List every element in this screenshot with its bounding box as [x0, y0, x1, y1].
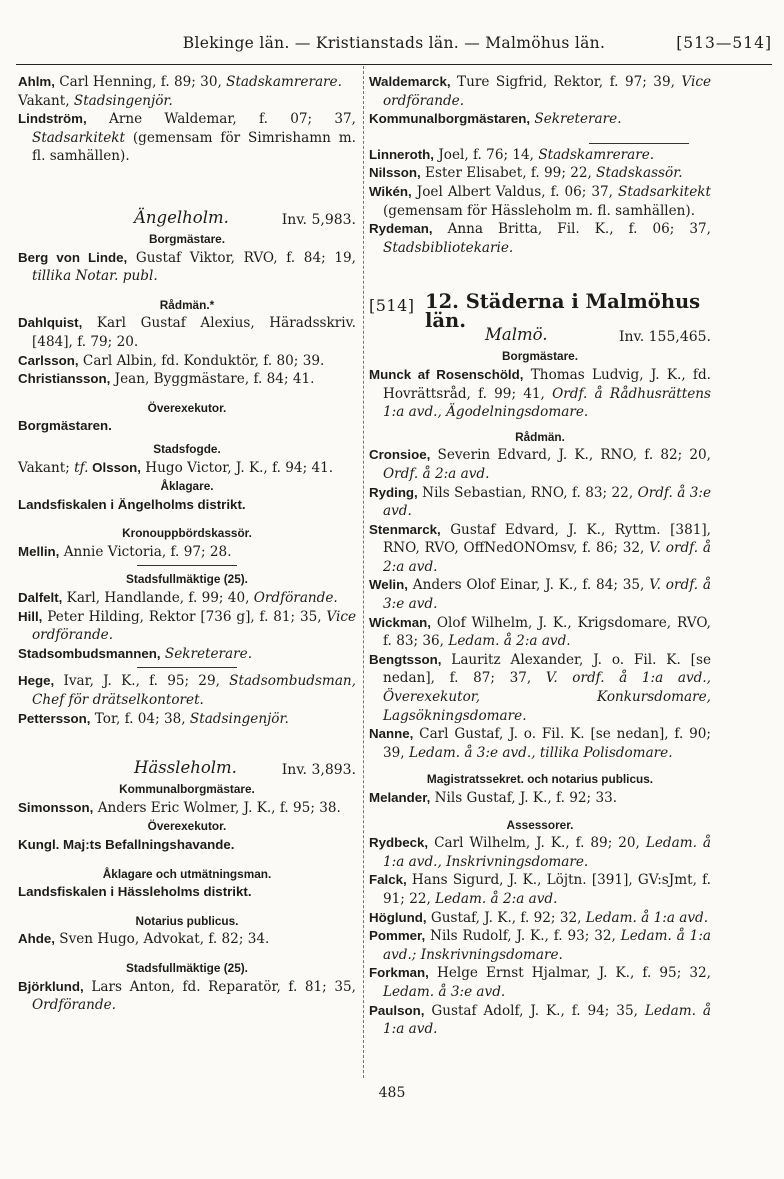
entry-munck: Munck af Rosenschöld, Thomas Ludvig, J. K., fd. Hovrättsråd, f. 99; 41, Ordf. å Rådhusrättens 1:a avd., Ägodelningsdomare.	[369, 366, 711, 421]
section-heading: Stadsfullmäktige (25).	[126, 572, 248, 587]
entry-falck: Falck, Hans Sigurd, J. K., Löjtn. [391], GV:sJmt, f. 91; 22, Ledam. å 2:a avd.	[369, 872, 711, 907]
entry-name: Hill,	[18, 608, 43, 624]
entry-name: Stadsombudsmannen,	[18, 645, 161, 661]
header-page-ref: [513—514]	[676, 34, 772, 52]
entry-dalfelt: Dalfelt, Karl, Handlande, f. 99; 40, Ordförande.	[18, 590, 338, 607]
city-name: Ängelholm.	[134, 207, 229, 227]
entry-linneroth: Linneroth, Joel, f. 76; 14, Stadskamrerare.	[369, 146, 655, 163]
section-title-text: 12. Städerna i Malmöhus län.	[425, 290, 701, 332]
section-heading: Rådmän.	[515, 429, 565, 444]
entry-berg: Berg von Linde, Gustaf Viktor, RVO, f. 84; 19, tillika Notar. publ.	[18, 249, 356, 285]
city-angelholm	[18, 208, 356, 230]
entry-stenmarck: Stenmarck, Gustaf Edvard, J. K., Ryttm. [381], RNO, RVO, OffNedONOmsv, f. 86; 32, V. ordf. å 2:a avd.	[369, 521, 711, 575]
entry-name: Rydeman,	[369, 221, 433, 237]
entry-name: Ryding,	[369, 484, 418, 500]
city-inventory: Inv. 5,983.	[281, 211, 356, 228]
entry-name: Dalfelt,	[18, 590, 63, 606]
entry-bengtsson: Bengtsson, Lauritz Alexander, J. o. Fil. K. [se nedan], f. 87; 37, V. ordf. å 1:a avd., Överexekutor, Konkursdomare, Lagsökningsdomare.	[369, 651, 711, 724]
entry-hege: Hege, Ivar, J. K., f. 95; 29, Stadsombudsman, Chef för drätselkontoret.	[18, 673, 356, 709]
entry-waldemarck: Waldemarck, Ture Sigfrid, Rektor, f. 97; 39, Vice ordförande.	[369, 74, 711, 109]
entry-name: Nilsson,	[369, 165, 421, 181]
entry-pommer: Pommer, Nils Rudolf, J. K., f. 93; 32, Ledam. å 1:a avd.; Inskrivningsdomare.	[369, 928, 711, 963]
entry-cronsioe: Cronsioe, Severin Edvard, J. K., RNO, f. 82; 20, Ordf. å 2:a avd.	[369, 447, 711, 482]
city-name: Malmö.	[485, 325, 548, 345]
entry-welin: Welin, Anders Olof Einar, J. K., f. 84; 35, V. ordf. å 3:e avd.	[369, 577, 711, 613]
section-heading: Åklagare.	[160, 479, 214, 494]
page-number: 485	[378, 1085, 406, 1101]
entry-name: Höglund,	[369, 909, 427, 925]
entry-name: Björklund,	[18, 978, 84, 994]
entry-vakant: Vakant, Stadsingenjör.	[18, 92, 173, 109]
entry-name: Wikén,	[369, 183, 412, 199]
entry-wiken: Wikén, Joel Albert Valdus, f. 06; 37, Stadsarkitekt (gemensam för Hässleholm m. fl. samhällen).	[369, 183, 711, 219]
entry-name: Kommunalborgmästaren,	[369, 111, 531, 127]
section-title	[369, 290, 711, 332]
section-heading: Stadsfullmäktige (25).	[126, 960, 248, 975]
city-name: Hässleholm.	[134, 758, 237, 778]
entry-dahlquist: Dahlquist, Karl Gustaf Alexius, Häradsskriv. [484], f. 79; 20.	[18, 315, 356, 350]
entry-ahde: Ahde, Sven Hugo, Advokat, f. 82; 34.	[18, 931, 270, 948]
section-heading: Borgmästare.	[148, 231, 226, 246]
entry-olsson: Vakant; tf. Olsson, Hugo Victor, J. K., f. 94; 41.	[18, 459, 334, 476]
entry-nilsson: Nilsson, Ester Elisabet, f. 99; 22, Stadskassör.	[369, 165, 683, 182]
entry-name: Munck af Rosenschöld,	[369, 366, 524, 382]
entry-nanne: Nanne, Carl Gustaf, J. o. Fil. K. [se nedan], f. 90; 39, Ledam. å 3:e avd., tillika Polisdomare.	[369, 726, 711, 761]
entry-ahlm: Ahlm, Carl Henning, f. 89; 30, Stadskamrerare.	[18, 74, 342, 90]
section-heading: Kronouppbördskassör.	[122, 526, 252, 541]
section-heading: Magistratssekret. och notarius publicus.	[426, 772, 654, 787]
section-heading: Kommunalborgmästare.	[119, 782, 255, 797]
left-column	[18, 73, 356, 1015]
entry-ryding: Ryding, Nils Sebastian, RNO, f. 83; 22, Ordf. å 3:e avd.	[369, 484, 712, 520]
entry-kommunalborgmastaren: Kommunalborgmästaren, Sekreterare.	[369, 111, 622, 128]
entry-mellin: Mellin, Annie Victoria, f. 97; 28.	[18, 543, 232, 560]
city-malmo	[369, 325, 711, 347]
entry-name: Paulson,	[369, 1002, 425, 1018]
section-heading: Åklagare och utmätningsman.	[102, 866, 272, 881]
entry-kungl: Kungl. Maj:ts Befallningshavande.	[18, 837, 235, 852]
entry-pettersson: Pettersson, Tor, f. 04; 38, Stadsingenjör.	[18, 710, 289, 727]
entry-name: Nanne,	[369, 726, 414, 742]
header-rule	[16, 64, 772, 65]
entry-name: Dahlquist,	[18, 315, 83, 331]
section-heading: Överexekutor.	[147, 400, 227, 415]
city-hassleholm	[18, 758, 356, 780]
entry-stadsombudsmannen: Stadsombudsmannen, Sekreterare.	[18, 645, 253, 662]
entry-name: Rydbeck,	[369, 835, 429, 851]
entry-name: Cronsioe,	[369, 447, 431, 463]
entry-borgmastaren: Borgmästaren.	[18, 418, 112, 434]
entry-name: Ahlm,	[18, 74, 55, 89]
entry-hoglund: Höglund, Gustaf, J. K., f. 92; 32, Ledam. å 1:a avd.	[369, 909, 709, 926]
entry-lindstrom: Lindström, Arne Waldemar, f. 07; 37, Stadsarkitekt (gemensam för Simrishamn m. fl. samhällen).	[18, 111, 356, 165]
entry-name: Forkman,	[369, 965, 429, 981]
entry-paulson: Paulson, Gustaf Adolf, J. K., f. 94; 35, Ledam. å 1:a avd.	[369, 1002, 712, 1038]
running-header	[16, 34, 772, 58]
entry-name: Linneroth,	[369, 146, 434, 162]
entry-name: Simonsson,	[18, 799, 94, 815]
entry-christiansson: Christiansson, Jean, Byggmästare, f. 84; 41.	[18, 371, 315, 388]
entry-carlsson: Carlsson, Carl Albin, fd. Konduktör, f. 80; 39.	[18, 352, 325, 369]
entry-rydeman: Rydeman, Anna Britta, Fil. K., f. 06; 37, Stadsbibliotekarie.	[369, 221, 711, 256]
entry-landsfiskalen: Landsfiskalen i Ängelholms distrikt.	[18, 496, 246, 512]
section-heading: Stadsfogde.	[153, 441, 221, 456]
section-heading: Rådmän.*	[159, 297, 215, 312]
separator-line	[589, 143, 689, 144]
entry-name: Berg von Linde,	[18, 249, 128, 265]
entry-name: Mellin,	[18, 543, 60, 559]
entry-name: Lindström,	[18, 111, 87, 127]
entry-landsfiskalen-hassleholm: Landsfiskalen i Hässleholms distrikt.	[18, 884, 252, 900]
entry-name: Pommer,	[369, 928, 426, 944]
city-inventory: Inv. 3,893.	[281, 762, 356, 779]
entry-simonsson: Simonsson, Anders Eric Wolmer, J. K., f. 95; 38.	[18, 799, 341, 816]
entry-name: Hege,	[18, 673, 55, 689]
entry-hill: Hill, Peter Hilding, Rektor [736 g], f. 81; 35, Vice ordförande.	[18, 608, 356, 644]
entry-name: Christiansson,	[18, 371, 111, 387]
entry-rydbeck: Rydbeck, Carl Wilhelm, J. K., f. 89; 20, Ledam. å 1:a avd., Inskrivningsdomare.	[369, 835, 711, 870]
entry-name: Melander,	[369, 790, 431, 805]
entry-name: Welin,	[369, 577, 408, 593]
entry-wickman: Wickman, Olof Wilhelm, J. K., Krigsdomare, RVO, f. 83; 36, Ledam. å 2:a avd.	[369, 614, 711, 650]
section-number: [514]	[369, 296, 415, 316]
entry-melander: Melander, Nils Gustaf, J. K., f. 92; 33.	[369, 790, 618, 806]
entry-forkman: Forkman, Helge Ernst Hjalmar, J. K., f. 95; 32, Ledam. å 3:e avd.	[369, 965, 711, 1000]
section-heading: Borgmästare.	[501, 349, 579, 364]
entry-name: Wickman,	[369, 614, 431, 630]
separator-line	[137, 667, 237, 668]
entry-name: Olsson,	[88, 459, 141, 475]
entry-name: Stenmarck,	[369, 521, 441, 537]
entry-name: Falck,	[369, 872, 407, 888]
header-title: Blekinge län. — Kristianstads län. — Malmöhus län.	[182, 34, 606, 52]
entry-bjorklund: Björklund, Lars Anton, fd. Reparatör, f. 81; 35, Ordförande.	[18, 978, 356, 1014]
right-column	[369, 73, 711, 1039]
entry-name: Waldemarck,	[369, 74, 451, 89]
entry-name: Bengtsson,	[369, 651, 442, 667]
column-divider	[363, 66, 364, 1078]
section-heading: Assessorer.	[506, 817, 574, 832]
section-heading: Notarius publicus.	[135, 913, 239, 928]
city-inventory: Inv. 155,465.	[618, 329, 711, 346]
separator-line	[137, 565, 237, 566]
section-heading: Överexekutor.	[147, 819, 227, 834]
entry-name: Ahde,	[18, 931, 55, 947]
entry-name: Pettersson,	[18, 710, 91, 726]
entry-name: Carlsson,	[18, 352, 79, 368]
